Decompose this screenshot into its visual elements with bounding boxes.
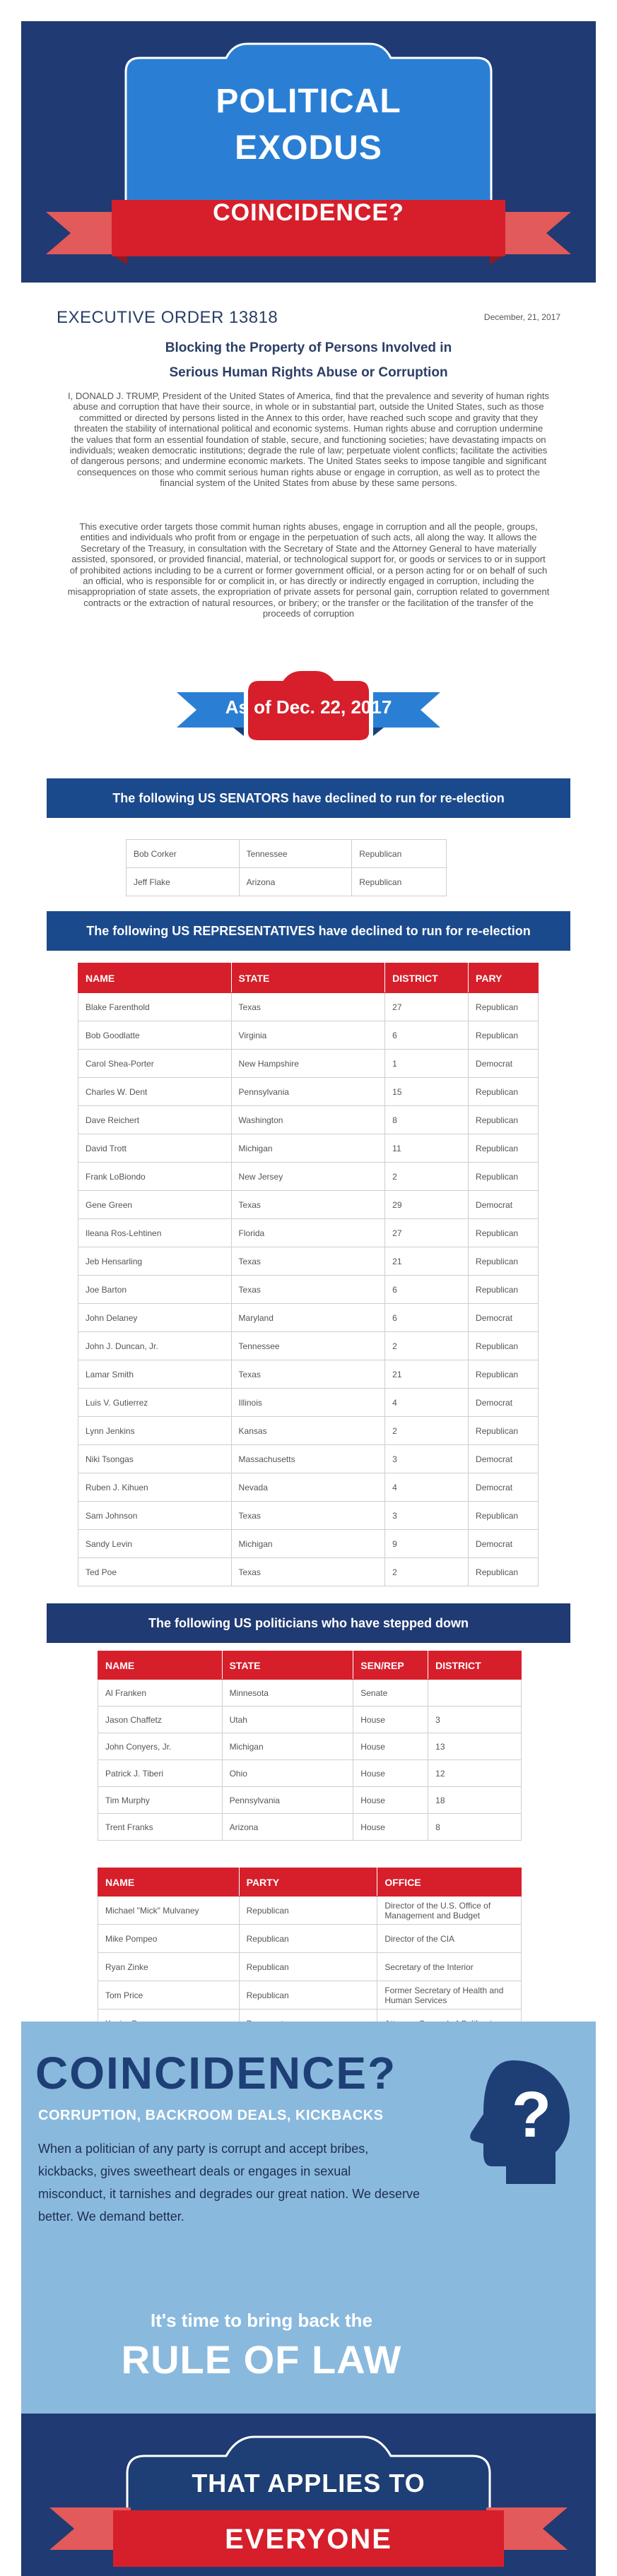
table-row: [78, 1304, 539, 1332]
table-cell: Trent Franks: [98, 1814, 223, 1841]
table-cell: Director of the CIA: [377, 1925, 522, 1953]
table-cell: Sandy Levin: [78, 1530, 232, 1558]
table-cell: Tennessee: [239, 840, 352, 868]
table-cell: Niki Tsongas: [78, 1445, 232, 1473]
table-cell: Luis V. Gutierrez: [78, 1389, 232, 1417]
column-header: PARTY: [239, 1868, 377, 1897]
table-cell: 12: [428, 1760, 522, 1787]
table-cell: 8: [385, 1106, 469, 1134]
table-cell: Joe Barton: [78, 1276, 232, 1304]
table-cell: Texas: [231, 1191, 385, 1219]
header-title-line2: EXODUS: [235, 129, 382, 167]
table-cell: 6: [385, 1276, 469, 1304]
table-cell: 27: [385, 993, 469, 1021]
table-row: [127, 840, 447, 868]
table-cell: Jeb Hensarling: [78, 1247, 232, 1276]
table-cell: Republican: [469, 1106, 539, 1134]
table-cell: Ryan Zinke: [98, 1953, 240, 1981]
table-cell: Democrat: [469, 1304, 539, 1332]
head-question-icon: [464, 2053, 577, 2188]
table-cell: Lamar Smith: [78, 1360, 232, 1389]
table-cell: John J. Duncan, Jr.: [78, 1332, 232, 1360]
table-cell: Ileana Ros-Lehtinen: [78, 1219, 232, 1247]
table-row: [78, 1247, 539, 1276]
table-cell: Charles W. Dent: [78, 1078, 232, 1106]
table-cell: Michael "Mick" Mulvaney: [98, 1897, 240, 1925]
table-row: [78, 1530, 539, 1558]
table-cell: Jeff Flake: [127, 868, 240, 896]
table-cell: Patrick J. Tiberi: [98, 1760, 223, 1787]
executive-order-paragraph-2: This executive order targets those commit human rights abuses, engage in corruption and all the people, groups, entities and individuals who profit from or engage in the perpetuation of such acts, all along the way. It allows the Secretary of the Treasury, in consultation with the Secretary of State and the Attorney General to have materially assisted, sponsored, or provided financial, material, or technological support for, or goods or services to or in support of prohibited actions including to be a current or former government official, or a person acting for or on behalf of such an official, who is responsible for or complicit in, or has directly or indirectly engaged in corruption, including the misappropriation of state assets, the expropriation of private assets for personal gain, corruption related to government contracts or the extraction of natural resources, or bribery; or the transfer or the facilitation of the transfer of the proceeds of corruption: [67, 521, 550, 619]
table-cell: Sam Johnson: [78, 1502, 232, 1530]
table-cell: Democrat: [469, 1191, 539, 1219]
table-cell: Republican: [469, 1134, 539, 1163]
table-cell: Republican: [239, 1897, 377, 1925]
table-cell: Lynn Jenkins: [78, 1417, 232, 1445]
header-banner-text: COINCIDENCE?: [213, 199, 404, 226]
closing-line-1: It's time to bring back the: [151, 2310, 372, 2331]
table-cell: Republican: [469, 1417, 539, 1445]
closing-line-3: THAT APPLIES TO: [192, 2469, 425, 2498]
header-title-line1: POLITICAL: [216, 83, 401, 120]
table-cell: House: [353, 1760, 428, 1787]
table-cell: 21: [385, 1247, 469, 1276]
table-cell: Former Secretary of Health and Human Services: [377, 1981, 522, 2010]
table-cell: Bob Corker: [127, 840, 240, 868]
table-cell: Democrat: [469, 1445, 539, 1473]
table-cell: Bob Goodlatte: [78, 1021, 232, 1050]
table-cell: Republican: [239, 1925, 377, 1953]
table-cell: 2: [385, 1332, 469, 1360]
executive-order-paragraph-1: I, DONALD J. TRUMP, President of the United States of America, find that the prevalence and severity of human rights abuse and corruption that have their source, in whole or in substantial part, outside the United States, such as those committed or directed by persons listed in the Annex to this order, have reached such scope and gravity that they threaten the stability of international political and economic systems. Human rights abuse and corruption undermine the values that form an essential foundation of stable, secure, and functioning societies; have devastating impacts on individuals; weaken democratic institutions; degrade the rule of law; perpetuate violent conflicts; facilitate the activities of dangerous persons; and undermine economic markets. The United States seeks to impose tangible and significant consequences on those who commit serious human rights abuse or engage in corruption, as well as to protect the financial system of the United States from abuse by these same persons.: [68, 391, 549, 489]
table-cell: House: [353, 1787, 428, 1814]
table-cell: House: [353, 1733, 428, 1760]
table-cell: Democrat: [469, 1473, 539, 1502]
table-cell: Director of the U.S. Office of Management and Budget: [377, 1897, 522, 1925]
table-cell: Republican: [469, 1360, 539, 1389]
column-header: DISTRICT: [428, 1651, 522, 1680]
table-cell: David Trott: [78, 1134, 232, 1163]
table-cell: House: [353, 1707, 428, 1733]
table-cell: Washington: [231, 1106, 385, 1134]
table-cell: Republican: [469, 1219, 539, 1247]
table-cell: Texas: [231, 1502, 385, 1530]
table-cell: Tom Price: [98, 1981, 240, 2010]
table-cell: Republican: [469, 1021, 539, 1050]
table-row: [127, 868, 447, 896]
table-row: [78, 1360, 539, 1389]
table-cell: Republican: [239, 1953, 377, 1981]
table-row: [98, 1897, 522, 1925]
column-header: NAME: [98, 1651, 223, 1680]
executive-order-title: EXECUTIVE ORDER 13818: [57, 308, 278, 327]
svg-text:?: ?: [511, 2079, 552, 2151]
column-header: STATE: [231, 963, 385, 993]
table-cell: Pennsylvania: [231, 1078, 385, 1106]
table-cell: Dave Reichert: [78, 1106, 232, 1134]
table-cell: Maryland: [231, 1304, 385, 1332]
table-row: [98, 1925, 522, 1953]
table-cell: Republican: [352, 868, 447, 896]
table-cell: Republican: [469, 1558, 539, 1586]
table-cell: New Jersey: [231, 1163, 385, 1191]
table-row: [78, 1106, 539, 1134]
table-cell: John Delaney: [78, 1304, 232, 1332]
executive-order-date: December, 21, 2017: [483, 312, 560, 322]
representatives-heading: The following US REPRESENTATIVES have declined to run for re-election: [47, 911, 570, 951]
table-row: [98, 1787, 522, 1814]
table-cell: 3: [428, 1707, 522, 1733]
table-cell: Republican: [469, 1276, 539, 1304]
table-row: [98, 1814, 522, 1841]
table-cell: Republican: [352, 840, 447, 868]
date-banner-text: As of Dec. 22, 2017: [225, 696, 392, 718]
table-cell: Arizona: [222, 1814, 353, 1841]
table-cell: Florida: [231, 1219, 385, 1247]
table-cell: Republican: [469, 993, 539, 1021]
table-row: [78, 1473, 539, 1502]
closing-subtitle: CORRUPTION, BACKROOM DEALS, KICKBACKS: [38, 2108, 384, 2123]
table-row: [98, 1733, 522, 1760]
table-row: [78, 1191, 539, 1219]
table-cell: Republican: [469, 1332, 539, 1360]
table-cell: [428, 1680, 522, 1707]
table-row: [78, 1332, 539, 1360]
table-cell: 3: [385, 1445, 469, 1473]
stepped-down-heading: The following US politicians who have stepped down: [47, 1603, 570, 1643]
closing-paragraph: When a politician of any party is corrupt and accept bribes, kickbacks, gives sweetheart deals or engages in sexual misconduct, it tarnishes and degrades our great nation. We deserve better. We demand better.: [38, 2142, 420, 2224]
table-cell: Texas: [231, 1247, 385, 1276]
table-cell: House: [353, 1814, 428, 1841]
table-cell: 15: [385, 1078, 469, 1106]
table-row: [78, 1078, 539, 1106]
table-cell: Republican: [469, 1247, 539, 1276]
executive-order-subtitle-1: Blocking the Property of Persons Involved in: [165, 340, 452, 355]
column-header: OFFICE: [377, 1868, 522, 1897]
table-row: [78, 1417, 539, 1445]
table-cell: Republican: [469, 1502, 539, 1530]
table-row: [78, 1502, 539, 1530]
table-cell: Al Franken: [98, 1680, 223, 1707]
table-row: [98, 1680, 522, 1707]
table-row: [78, 1445, 539, 1473]
table-cell: Blake Farenthold: [78, 993, 232, 1021]
table-cell: Texas: [231, 1360, 385, 1389]
table-cell: 21: [385, 1360, 469, 1389]
table-cell: Kansas: [231, 1417, 385, 1445]
senators-heading: The following US SENATORS have declined to run for re-election: [47, 778, 570, 818]
table-cell: Carol Shea-Porter: [78, 1050, 232, 1078]
table-cell: Minnesota: [222, 1680, 353, 1707]
table-cell: Republican: [239, 1981, 377, 2010]
table-row: [78, 1558, 539, 1586]
executive-order-subtitle-2: Serious Human Rights Abuse or Corruption: [169, 365, 448, 380]
table-cell: 2: [385, 1558, 469, 1586]
table-cell: Ted Poe: [78, 1558, 232, 1586]
table-cell: Ohio: [222, 1760, 353, 1787]
table-cell: Senate: [353, 1680, 428, 1707]
table-cell: 4: [385, 1473, 469, 1502]
table-row: [78, 1050, 539, 1078]
table-row: [78, 1163, 539, 1191]
table-cell: Massachusetts: [231, 1445, 385, 1473]
table-cell: 4: [385, 1389, 469, 1417]
table-cell: 27: [385, 1219, 469, 1247]
table-row: [78, 1219, 539, 1247]
table-cell: Democrat: [469, 1389, 539, 1417]
header-panel: [21, 21, 596, 283]
table-cell: 3: [385, 1502, 469, 1530]
table-row: [78, 1276, 539, 1304]
table-cell: New Hampshire: [231, 1050, 385, 1078]
table-cell: Mike Pompeo: [98, 1925, 240, 1953]
table-cell: 18: [428, 1787, 522, 1814]
table-row: [78, 993, 539, 1021]
table-cell: Texas: [231, 993, 385, 1021]
table-cell: Arizona: [239, 868, 352, 896]
column-header: SEN/REP: [353, 1651, 428, 1680]
table-row: [78, 1134, 539, 1163]
table-cell: Nevada: [231, 1473, 385, 1502]
representatives-table: [78, 963, 539, 1586]
table-cell: Tennessee: [231, 1332, 385, 1360]
table-cell: Jason Chaffetz: [98, 1707, 223, 1733]
table-cell: 2: [385, 1417, 469, 1445]
table-cell: Michigan: [231, 1530, 385, 1558]
table-cell: 2: [385, 1163, 469, 1191]
table-cell: Secretary of the Interior: [377, 1953, 522, 1981]
cabinet-table: [98, 1868, 522, 2038]
table-row: [98, 1707, 522, 1733]
column-header: STATE: [222, 1651, 353, 1680]
table-cell: Utah: [222, 1707, 353, 1733]
closing-line-4: EVERYONE: [225, 2524, 392, 2555]
table-cell: Michigan: [231, 1134, 385, 1163]
table-cell: 6: [385, 1021, 469, 1050]
table-cell: Texas: [231, 1276, 385, 1304]
table-cell: Republican: [469, 1163, 539, 1191]
table-cell: Pennsylvania: [222, 1787, 353, 1814]
closing-line-2: RULE OF LAW: [121, 2337, 402, 2382]
table-cell: Michigan: [222, 1733, 353, 1760]
table-cell: 6: [385, 1304, 469, 1332]
table-cell: Democrat: [469, 1530, 539, 1558]
table-row: [78, 1389, 539, 1417]
table-cell: Texas: [231, 1558, 385, 1586]
table-cell: 13: [428, 1733, 522, 1760]
table-cell: Democrat: [469, 1050, 539, 1078]
senators-table: [126, 839, 447, 896]
table-row: [98, 1981, 522, 2010]
column-header: DISTRICT: [385, 963, 469, 993]
table-cell: Republican: [469, 1078, 539, 1106]
table-cell: Virginia: [231, 1021, 385, 1050]
table-cell: Gene Green: [78, 1191, 232, 1219]
table-row: [98, 1760, 522, 1787]
stepped-down-table: [98, 1651, 522, 1841]
table-cell: Illinois: [231, 1389, 385, 1417]
table-cell: Tim Murphy: [98, 1787, 223, 1814]
table-cell: 1: [385, 1050, 469, 1078]
table-cell: John Conyers, Jr.: [98, 1733, 223, 1760]
closing-panel: [21, 2022, 596, 2576]
column-header: NAME: [98, 1868, 240, 1897]
table-cell: 29: [385, 1191, 469, 1219]
table-row: [98, 1953, 522, 1981]
table-cell: Ruben J. Kihuen: [78, 1473, 232, 1502]
column-header: PARY: [469, 963, 539, 993]
column-header: NAME: [78, 963, 232, 993]
table-cell: 9: [385, 1530, 469, 1558]
closing-title: COINCIDENCE?: [35, 2048, 397, 2099]
table-cell: 11: [385, 1134, 469, 1163]
table-cell: Frank LoBiondo: [78, 1163, 232, 1191]
table-cell: 8: [428, 1814, 522, 1841]
table-row: [78, 1021, 539, 1050]
